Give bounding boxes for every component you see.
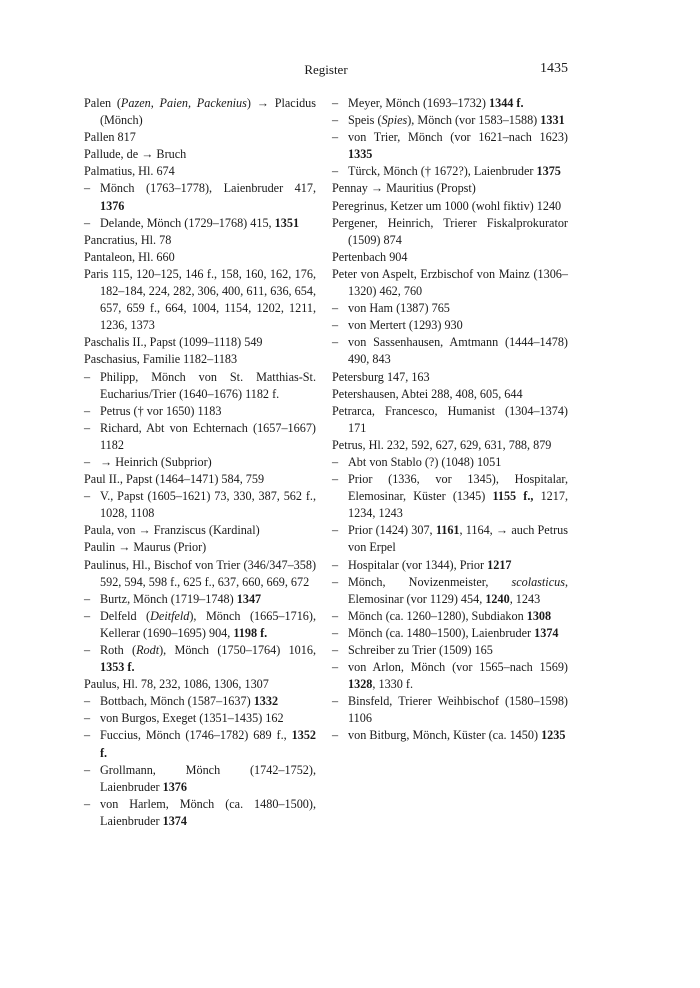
bold-page-ref: 1328 bbox=[348, 677, 373, 692]
subentry-dash: – bbox=[332, 96, 339, 110]
bold-page-ref: 1374 bbox=[534, 625, 559, 640]
index-subentry bbox=[84, 454, 316, 471]
entry-text: Burtz, Mönch (1719–1748) bbox=[100, 591, 237, 606]
entry-text: Grollmann, Mönch (1742–1752), Laienbruder bbox=[100, 762, 316, 794]
index-entry bbox=[84, 522, 316, 539]
index-subentry bbox=[332, 163, 568, 180]
subentry-dash: – bbox=[332, 643, 339, 657]
bold-page-ref: 1376 bbox=[162, 779, 187, 794]
subentry-dash: – bbox=[332, 472, 339, 487]
entry-text: Palmatius, Hl. 674 bbox=[84, 164, 175, 179]
index-entry bbox=[332, 249, 568, 266]
bold-page-ref: 1217 bbox=[487, 557, 512, 572]
bold-page-ref: 1375 bbox=[536, 164, 561, 179]
index-subentry bbox=[84, 420, 316, 454]
bold-page-ref: 1335 bbox=[348, 147, 373, 162]
italic-text: scolasticus bbox=[511, 574, 565, 589]
index-subentry bbox=[332, 95, 568, 112]
bold-page-ref: 1155 f., bbox=[492, 489, 534, 504]
italic-text: Deitfeld bbox=[150, 608, 190, 623]
entry-text: Abt von Stablo (?) (1048) 1051 bbox=[348, 454, 502, 469]
subentry-dash: – bbox=[332, 660, 339, 675]
index-entry bbox=[84, 676, 316, 693]
index-entry bbox=[332, 403, 568, 437]
entry-text: Binsfeld, Trierer Weihbischof (1580–1598) 1106 bbox=[348, 694, 568, 726]
subentry-dash: – bbox=[332, 574, 339, 589]
index-subentry bbox=[332, 522, 568, 556]
index-subentry bbox=[84, 727, 316, 761]
index-subentry bbox=[332, 642, 568, 659]
subentry-dash: – bbox=[84, 215, 91, 230]
subentry-dash: – bbox=[332, 608, 339, 623]
index-subentry bbox=[332, 625, 568, 642]
subentry-dash: – bbox=[332, 318, 339, 333]
index-subentry bbox=[332, 659, 568, 693]
index-column-left bbox=[84, 95, 316, 830]
subentry-dash: – bbox=[332, 301, 339, 316]
bold-page-ref: 1161 bbox=[435, 523, 460, 538]
entry-text: Pantaleon, Hl. 660 bbox=[84, 249, 175, 264]
entry-text: Pancratius, Hl. 78 bbox=[84, 232, 172, 247]
entry-text: Speis ( bbox=[348, 113, 382, 128]
entry-text: Paulinus, Hl., Bischof von Trier (346/347–358) 592, 594, 598 f., 625 f., 637, 660, 669, 672 bbox=[84, 557, 316, 589]
entry-text: Petershausen, Abtei 288, 408, 605, 644 bbox=[332, 386, 523, 401]
entry-text: Petersburg 147, 163 bbox=[332, 369, 430, 384]
subentry-dash: – bbox=[84, 608, 91, 623]
subentry-dash: – bbox=[332, 454, 339, 469]
index-subentry bbox=[84, 215, 316, 232]
index-subentry bbox=[332, 557, 568, 574]
index-entry bbox=[84, 95, 316, 129]
entry-text: Palen ( bbox=[84, 96, 121, 110]
subentry-dash: – bbox=[84, 181, 91, 196]
index-entry bbox=[84, 351, 316, 368]
subentry-dash: – bbox=[84, 369, 91, 384]
entry-text: von Bitburg, Mönch, Küster (ca. 1450) bbox=[348, 728, 542, 743]
index-entry bbox=[332, 180, 568, 197]
entry-text: Philipp, Mönch von St. Matthias-St. Eucharius/Trier (1640–1676) 1182 f. bbox=[100, 369, 316, 401]
bold-page-ref: 1352 f. bbox=[100, 728, 316, 760]
index-subentry bbox=[84, 796, 316, 830]
running-title: Register bbox=[304, 62, 348, 77]
subentry-dash: – bbox=[332, 523, 339, 538]
index-subentry bbox=[332, 574, 568, 608]
entry-text: Richard, Abt von Echternach (1657–1667) 1182 bbox=[100, 420, 316, 452]
entry-text: Paschalis II., Papst (1099–1118) 549 bbox=[84, 335, 263, 350]
subentry-dash: – bbox=[332, 335, 339, 350]
entry-text: Peter von Aspelt, Erzbischof von Mainz (1306–1320) 462, 760 bbox=[332, 266, 568, 299]
index-entry bbox=[84, 129, 316, 146]
entry-text: Türck, Mönch († 1672?), Laienbruder bbox=[348, 164, 537, 179]
italic-text: Rodt bbox=[136, 643, 160, 657]
entry-text: von Trier, Mönch (vor 1621–nach 1623) bbox=[348, 130, 568, 145]
entry-text: Prior (1424) 307, bbox=[348, 523, 436, 538]
subentry-dash: – bbox=[332, 557, 339, 572]
entry-text: Meyer, Mönch (1693–1732) bbox=[348, 96, 489, 110]
subentry-dash: – bbox=[332, 113, 339, 128]
subentry-dash: – bbox=[332, 728, 339, 743]
entry-text: Paulin → Maurus (Prior) bbox=[84, 540, 207, 555]
bold-page-ref: 1351 bbox=[274, 215, 300, 230]
bold-page-ref: 1344 f. bbox=[489, 96, 524, 110]
subentry-dash: – bbox=[84, 796, 91, 811]
index-entry bbox=[84, 266, 316, 334]
entry-text: ), Mönch (vor 1583–1588) bbox=[407, 113, 541, 128]
index-subentry bbox=[332, 471, 568, 522]
entry-text: Paula, von → Franziscus (Kardinal) bbox=[84, 523, 260, 538]
index-subentry bbox=[332, 334, 568, 368]
index-subentry bbox=[332, 300, 568, 317]
subentry-dash: – bbox=[84, 591, 91, 606]
index-subentry bbox=[332, 727, 568, 744]
index-entry bbox=[84, 249, 316, 266]
index-entry bbox=[84, 471, 316, 488]
entry-text: ), Mönch (1750–1764) 1016, bbox=[159, 643, 316, 657]
entry-text: Pallen 817 bbox=[84, 130, 136, 145]
bold-page-ref: 1332 bbox=[253, 694, 279, 709]
entry-text: von Harlem, Mönch (ca. 1480–1500), Laienbruder bbox=[100, 796, 316, 828]
entry-text: Paulus, Hl. 78, 232, 1086, 1306, 1307 bbox=[84, 677, 269, 692]
entry-text: , 1330 f. bbox=[372, 677, 413, 692]
index-subentry bbox=[332, 317, 568, 334]
italic-text: Spies bbox=[381, 113, 408, 128]
index-subentry bbox=[84, 369, 316, 403]
index-entry bbox=[84, 539, 316, 556]
subentry-dash: – bbox=[332, 130, 339, 145]
bold-page-ref: 1235 bbox=[541, 728, 566, 743]
entry-text: Mönch (1763–1778), Laienbruder 417, bbox=[100, 181, 316, 196]
entry-text: Schreiber zu Trier (1509) 165 bbox=[348, 643, 493, 657]
subentry-dash: – bbox=[84, 643, 91, 657]
index-entry bbox=[332, 215, 568, 249]
subentry-dash: – bbox=[84, 454, 91, 469]
entry-text: Petrarca, Francesco, Humanist (1304–1374) 171 bbox=[332, 403, 568, 435]
index-entry bbox=[332, 369, 568, 386]
bold-page-ref: 1240 bbox=[485, 591, 510, 606]
entry-text: Petrus († vor 1650) 1183 bbox=[100, 403, 222, 418]
entry-text: Paris 115, 120–125, 146 f., 158, 160, 162, 176, 182–184, 224, 282, 306, 400, 611, 636, 654, 657, 659 f., 664, 1004, 1154, 1202, 1211, 1236, 1373 bbox=[84, 266, 316, 333]
entry-text: von Burgos, Exeget (1351–1435) 162 bbox=[100, 711, 284, 726]
entry-text: Pallude, de → Bruch bbox=[84, 147, 187, 162]
entry-text: Paul II., Papst (1464–1471) 584, 759 bbox=[84, 472, 265, 487]
entry-text: Delande, Mönch (1729–1768) 415, bbox=[100, 215, 275, 230]
index-entry bbox=[84, 334, 316, 351]
entry-text: V., Papst (1605–1621) 73, 330, 387, 562 f., 1028, 1108 bbox=[100, 489, 316, 521]
entry-text: Hospitalar (vor 1344), Prior bbox=[348, 557, 488, 572]
entry-text: Mönch (ca. 1480–1500), Laienbruder bbox=[348, 625, 535, 640]
subentry-dash: – bbox=[84, 403, 91, 418]
entry-text: Fuccius, Mönch (1746–1782) 689 f., bbox=[100, 728, 292, 743]
entry-text: 1217, 1234, 1243 bbox=[348, 489, 569, 521]
index-subentry bbox=[332, 608, 568, 625]
subentry-dash: – bbox=[332, 694, 339, 709]
entry-text: ) → Placidus (Mönch) bbox=[100, 96, 317, 128]
entry-text: Petrus, Hl. 232, 592, 627, 629, 631, 788, 879 bbox=[332, 437, 552, 452]
index-entry bbox=[84, 146, 316, 163]
index-subentry bbox=[332, 129, 568, 163]
index-subentry bbox=[84, 488, 316, 522]
entry-text: von Arlon, Mönch (vor 1565–nach 1569) bbox=[348, 660, 568, 675]
subentry-dash: – bbox=[84, 420, 91, 435]
bold-page-ref: 1347 bbox=[236, 591, 262, 606]
subentry-dash: – bbox=[84, 728, 91, 743]
entry-text: Pergener, Heinrich, Trierer Fiskalprokurator (1509) 874 bbox=[332, 215, 568, 247]
subentry-dash: – bbox=[84, 711, 91, 726]
entry-text: Mönch, Novizenmeister, bbox=[348, 574, 512, 589]
bold-page-ref: 1308 bbox=[526, 608, 552, 623]
subentry-dash: – bbox=[332, 164, 339, 179]
entry-text: Mönch (ca. 1260–1280), Subdiakon bbox=[348, 608, 527, 623]
subentry-dash: – bbox=[84, 489, 91, 504]
index-subentry bbox=[332, 454, 568, 471]
entry-text: von Sassenhausen, Amtmann (1444–1478) 490, 843 bbox=[348, 335, 568, 367]
bold-page-ref: 1198 f. bbox=[233, 625, 268, 640]
index-subentry bbox=[332, 112, 568, 129]
entry-text: Prior (1336, vor 1345), Hospitalar, Elemosinar, Küster (1345) bbox=[348, 472, 568, 504]
page-header bbox=[84, 62, 568, 82]
bold-page-ref: 1331 bbox=[540, 113, 565, 128]
entry-text: ), Mönch (1665–1716), Kellerar (1690–1695) 904, bbox=[100, 608, 317, 640]
entry-text: von Mertert (1293) 930 bbox=[348, 318, 463, 333]
index-subentry bbox=[84, 180, 316, 214]
index-subentry bbox=[84, 710, 316, 727]
entry-text: Roth ( bbox=[100, 643, 137, 657]
entry-text: Pennay → Mauritius (Propst) bbox=[332, 181, 476, 196]
index-subentry bbox=[84, 608, 316, 642]
index-entry bbox=[84, 163, 316, 180]
index-subentry bbox=[84, 591, 316, 608]
index-subentry bbox=[332, 693, 568, 727]
entry-text: , Elemosinar (vor 1129) 454, bbox=[348, 574, 568, 606]
index-subentry bbox=[84, 693, 316, 710]
entry-text: von Ham (1387) 765 bbox=[348, 301, 450, 316]
bold-page-ref: 1376 bbox=[100, 198, 125, 213]
bold-page-ref: 1353 f. bbox=[100, 660, 135, 675]
italic-text: Pazen, Paien, Packenius bbox=[120, 96, 247, 110]
index-subentry bbox=[84, 642, 316, 676]
subentry-dash: – bbox=[84, 694, 91, 709]
index-entry bbox=[84, 232, 316, 249]
index-entry bbox=[332, 386, 568, 403]
entry-text: → Heinrich (Subprior) bbox=[100, 454, 212, 469]
index-column-right bbox=[332, 95, 568, 745]
index-entry bbox=[332, 266, 568, 300]
entry-text: Peregrinus, Ketzer um 1000 (wohl fiktiv) 1240 bbox=[332, 198, 562, 213]
index-subentry bbox=[84, 403, 316, 420]
entry-text: Pertenbach 904 bbox=[332, 249, 408, 264]
entry-text: , 1243 bbox=[509, 591, 541, 606]
subentry-dash: – bbox=[84, 762, 91, 777]
index-entry bbox=[84, 557, 316, 591]
entry-text: , 1164, → auch Petrus von Erpel bbox=[348, 523, 568, 555]
subentry-dash: – bbox=[332, 625, 339, 640]
entry-text: Paschasius, Familie 1182–1183 bbox=[84, 352, 238, 367]
index-entry bbox=[332, 437, 568, 454]
entry-text: Delfeld ( bbox=[100, 608, 151, 623]
index-entry bbox=[332, 198, 568, 215]
page-number: 1435 bbox=[540, 61, 568, 76]
bold-page-ref: 1374 bbox=[162, 813, 187, 828]
entry-text: Bottbach, Mönch (1587–1637) bbox=[100, 694, 254, 709]
index-subentry bbox=[84, 762, 316, 796]
